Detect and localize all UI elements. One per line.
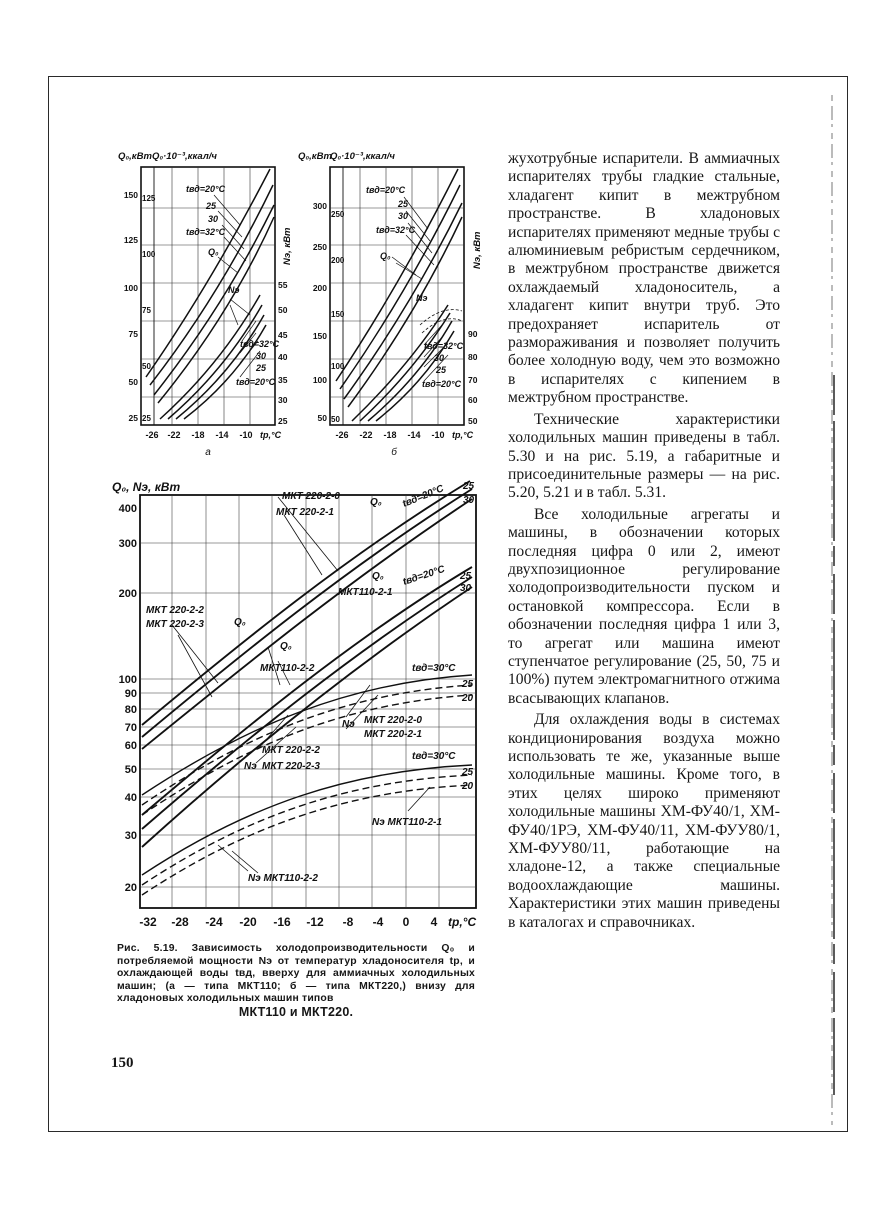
chart-a-y-kw-tick: 75 [128,329,138,339]
chart-c-label-tn-top: tвд=30°C [412,663,456,674]
chart-a-y-kcal-tick: 100 [142,250,156,259]
chart-a-annotations [186,184,280,387]
chart-a-y-kw [124,190,138,423]
chart-a-label: а [205,447,211,458]
scan-border-bottom [48,1131,848,1132]
chart-b-note-t20: tвд=20°C [366,185,406,195]
chart-b-y-right-tick: 60 [468,395,478,405]
chart-a-note-tb30: 30 [256,351,267,361]
scan-border-left [48,76,49,1132]
chart-c-label-n-mkt220-23: МКТ 220-2-3 [262,761,320,772]
chart-b-y-kw-tick: 300 [312,201,327,211]
chart-b-y-kcal-tick: 150 [331,310,345,319]
chart-c [108,475,490,937]
chart-b-note-tb20: tвд=20°C [422,379,462,389]
chart-a-axis-right: Nэ, кВт [282,227,293,265]
chart-c-label-t30: 30 [463,495,475,506]
chart-c-label-mkt220-20: МКТ 220-2-0 [282,491,340,502]
chart-a-x-ticks [145,430,252,440]
chart-c-label-n-mkt220-20: МКТ 220-2-0 [364,715,422,726]
chart-b-note-t30: 30 [398,211,409,221]
chart-a-y-right-tick: 25 [278,416,288,426]
chart-b-y-right-tick: 90 [468,329,478,339]
chart-b-y-kw-tick: 250 [312,242,327,252]
chart-c-plot [140,481,476,908]
chart-b-y-kcal-tick: 250 [331,210,345,219]
chart-a-note-tb32: tвд=32°C [240,339,280,349]
chart-b-y-kw-tick: 100 [312,375,327,385]
chart-b-y-right [468,329,478,426]
chart-c-label-n-mkt220-21: МКТ 220-2-1 [364,729,422,740]
chart-b-note-tb32: tвд=32°C [424,341,464,351]
chart-c-label-tn20: 20 [462,693,474,704]
figure-caption [117,943,475,1019]
chart-c-label-n-mkt110-21: Nэ МКТ110-2-1 [372,817,442,828]
chart-c-label-mkt220-22: МКТ 220-2-2 [146,605,204,616]
chart-c-y-tick: 300 [118,538,137,550]
chart-a-note-tb20: tвд=20°C [236,377,276,387]
chart-c-x-tick: -28 [171,915,189,929]
chart-a-y-right-tick: 50 [278,305,288,315]
chart-c-label-t25: 25 [463,481,475,492]
chart-c-x-tick: 0 [402,915,410,929]
chart-c-x-tick: -16 [273,915,291,929]
chart-c-y-tick: 20 [124,882,137,894]
chart-b-y-kcal-tick: 50 [331,415,340,424]
chart-c-label-n-mid: Nэ [342,719,355,730]
chart-b-header-mid: Q₀·10⁻³,ккал/ч [330,151,395,162]
chart-a-note-tb25: 25 [256,363,267,373]
chart-c-label-tn-low: tвд=30°C [412,751,456,762]
chart-b-note-n: Nэ [416,293,428,303]
chart-c-x-tick: -24 [205,915,223,929]
chart-c-y-tick: 70 [124,722,137,734]
chart-a-note-t32: tвд=32°C [186,227,226,237]
chart-c-label-tnl25: 25 [462,767,474,778]
chart-b-annotations [366,185,464,389]
chart-a-y-kw-tick: 50 [128,377,138,387]
text-column [508,150,780,932]
chart-a-x-tick: -26 [145,430,159,440]
scan-border-right [847,76,848,1132]
chart-a-y-right-tick: 35 [278,375,288,385]
chart-b-y-kw-tick: 150 [312,331,327,341]
chart-b-x-tick: -18 [383,430,397,440]
chart-a-x-title: tр,°C [260,430,282,440]
chart-a-y-right-tick: 45 [278,330,288,340]
chart-c-label-mkt220-23: МКТ 220-2-3 [146,619,204,630]
chart-c-label-q0-mkt110: Q₀ [372,571,384,582]
chart-b-x-tick: -22 [359,430,373,440]
chart-c-labels [146,481,475,884]
chart-b-x-title: tр,°C [452,430,474,440]
chart-b-y-kw-tick: 200 [312,283,327,293]
chart-c-label-tm25: 25 [460,571,472,582]
chart-b-y-kw-tick: 50 [317,413,327,423]
chart-a-note-n: Nэ [228,285,240,295]
chart-c-label-t-mkt110: tвд=20°C [401,563,447,588]
chart-c-label-n-mkt220-22: МКТ 220-2-2 [262,745,320,756]
chart-a [110,145,305,465]
chart-c-y-tick: 80 [124,704,137,716]
chart-c-label-mkt220-21: МКТ 220-2-1 [276,507,334,518]
chart-b-y-kw [313,201,327,423]
chart-c-label-tm30: 30 [460,583,472,594]
chart-b-y-kcal-tick: 100 [331,362,345,371]
chart-b-y-right-tick: 80 [468,352,478,362]
chart-a-y-kw-tick: 125 [123,235,138,245]
chart-a-y-kw-tick: 150 [123,190,138,200]
chart-a-note-q0: Q₀ [208,247,219,257]
chart-c-label-q0-left: Q₀ [234,617,246,628]
scan-border-top [48,76,848,77]
chart-c-label-tnl20: 20 [462,781,474,792]
chart-b-note-t32: tвд=32°C [376,225,416,235]
chart-b [292,145,497,465]
chart-b-x-ticks [335,430,444,440]
chart-a-y-kw-tick: 25 [128,413,138,423]
chart-c-x-tick: 4 [430,915,438,929]
chart-c-label-q0-mid: Q₀ [280,641,292,652]
chart-b-header-left: Q₀,кВт [298,151,332,162]
chart-b-label: б [391,447,397,458]
chart-b-y-right-tick: 70 [468,375,478,385]
chart-b-note-tb25: 25 [436,365,447,375]
caption-last-line: МКТ110 и МКТ220. [238,1004,354,1019]
chart-a-note-t30: 30 [208,214,219,224]
chart-c-label-mkt110-22: МКТ110-2-2 [260,663,315,674]
paragraph-water-cooling: Для охлаждения воды в системах кондиционирования воздуха можно использовать те же, указанные выше холодильные машины. Кроме того, в этих целях широко применяют холодильные машины ХМ-ФУ40/1, ХМ-ФУ40/1РЭ, ХМ-ФУ40/11, ХМ-ФУУ80/1, ХМ-ФУУ80/11, работающие на хладоне-12, а также специальные водоохлаждающие машины. Характеристики этих машин приведены в каталогах и справочниках. [508,711,780,931]
chart-c-x-tick: -20 [239,915,257,929]
chart-a-note-t20: tвд=20°C [186,184,226,194]
chart-b-note-q0: Q₀ [380,251,391,261]
chart-c-y-tick: 200 [118,588,137,600]
chart-c-label-tn25: 25 [462,679,474,690]
chart-b-note-tb30: 30 [434,353,445,363]
chart-c-y-tick: 100 [118,674,137,686]
chart-c-y-tick: 50 [124,764,137,776]
chart-a-y-kcal-tick: 25 [142,414,151,423]
chart-a-y-kw-tick: 100 [123,283,138,293]
chart-c-x-tick: -12 [306,915,324,929]
chart-a-y-right-tick: 40 [278,352,288,362]
chart-c-x-tick: -4 [372,915,384,929]
page-number: 150 [111,1055,134,1071]
chart-a-y-kcal-tick: 125 [142,194,156,203]
chart-c-x-tick: -32 [139,915,157,929]
chart-c-y-tick: 40 [124,792,137,804]
chart-b-x-tick: -10 [431,430,445,440]
chart-a-x-tick: -22 [167,430,181,440]
chart-a-y-kcal-tick: 50 [142,362,151,371]
chart-c-y-tick: 30 [124,830,137,842]
chart-c-x-ticks [139,915,437,929]
chart-c-label-t-top: tвд=20°C [401,483,446,510]
chart-a-y-right [278,280,288,426]
chart-c-label-q0-top: Q₀ [370,497,382,508]
chart-c-y-tick: 400 [118,503,137,515]
chart-c-y-title: Q₀, Nэ, кВт [112,480,181,494]
chart-a-header-left: Q₀,кВт [118,151,152,162]
chart-c-y-tick: 90 [124,688,137,700]
chart-b-axis-right: Nэ, кВт [472,231,483,269]
chart-c-label-n-left: Nэ [244,761,257,772]
chart-a-header-mid: Q₀·10⁻³,ккал/ч [152,151,217,162]
chart-b-x-tick: -14 [407,430,421,440]
caption-text: Рис. 5.19. Зависимость холодопроизводительности Q₀ и потребляемой мощности Nэ от температур хладоносителя tр, и охлаждающей воды tвд, вверху для аммиачных холодильных машин; (а — типа МКТ110; б — типа МКТ220,) внизу для хладоновых холодильных машин типов [117,943,475,1005]
chart-c-label-mkt110-21: МКТ110-2-1 [338,587,393,598]
paragraph-characteristics: Технические характеристики холодильных машин приведены в табл. 5.30 и на рис. 5.19, а габаритные и присоединительные размеры — на рис. 5.20, 5.21 и в табл. 5.31. [508,410,780,502]
chart-a-y-kcal-tick: 75 [142,306,151,315]
chart-a-y-right-tick: 30 [278,395,288,405]
chart-c-n-mkt110-25 [142,775,472,885]
scan-edge-marks [829,95,837,1125]
chart-a-x-tick: -14 [215,430,229,440]
chart-b-y-kcal-tick: 200 [331,256,345,265]
chart-c-x-tick: -8 [342,915,354,929]
chart-c-y-tick: 60 [124,740,137,752]
chart-c-label-n-mkt110-22: Nэ МКТ110-2-2 [248,873,318,884]
chart-a-x-tick: -10 [239,430,253,440]
chart-b-x-tick: -26 [335,430,349,440]
chart-a-x-tick: -18 [191,430,205,440]
chart-a-y-right-tick: 55 [278,280,288,290]
chart-a-note-t25: 25 [206,201,217,211]
chart-b-y-right-tick: 50 [468,416,478,426]
chart-b-dashed [420,310,462,333]
chart-c-y-ticks [119,503,137,894]
paragraph-regulation: Все холодильные агрегаты и машины, в обозначении которых последняя цифра 0 или 2, имеют двухпозиционное регулирование холодопроизводительности пуском и остановкой компрессора. Если в обозначении последняя цифра 1 или 3, то агрегат или машина имеют ступенчатое регулирование (25, 50, 75 и 100%) путем электромагнитного отжима всасывающих клапанов. [508,505,780,707]
paragraph-evaporators: жухотрубные испарители. В аммиачных испарителях трубы гладкие стальные, хладагент кипит в межтрубном пространстве. В хладоновых испарителях применяют медные трубы с алюминиевым ребристым сердечником, в межтрубном пространстве движется охлаждаемый хладоноситель, а хладагент кипит внутри труб. Это предохраняет испаритель от размораживания и позволяет получить более холодную воду, чем это возможно в испарителях с кипением в межтрубном пространстве. [508,150,780,407]
chart-c-x-title: tр,°C [448,915,477,929]
chart-b-note-t25: 25 [398,199,409,209]
